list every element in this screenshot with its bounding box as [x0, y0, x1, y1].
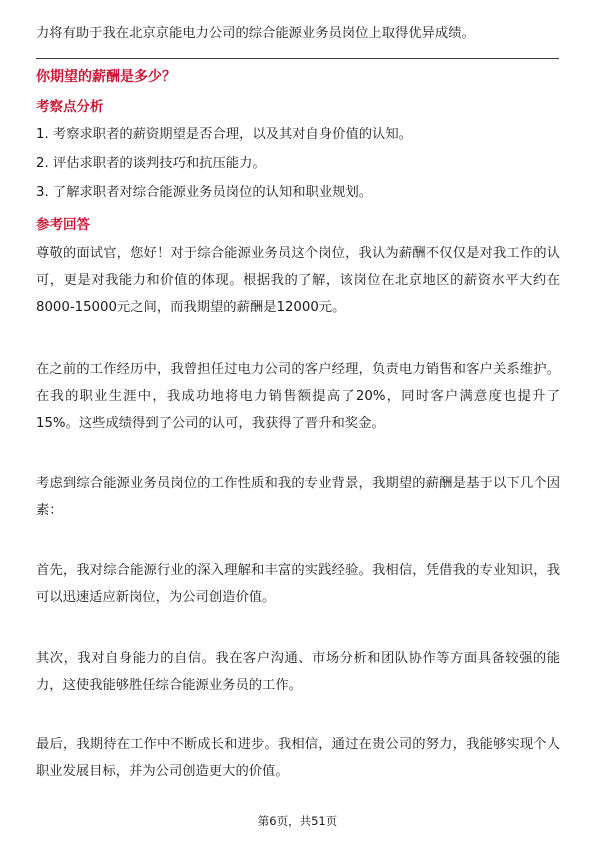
answer-paragraph: 其次，我对自身能力的自信。我在客户沟通、市场分析和团队协作等方面具备较强的能力，这使我能够胜任综合能源业务员的工作。 [36, 651, 560, 693]
analysis-heading: 考察点分析 [36, 99, 104, 115]
section-divider [36, 58, 559, 59]
answer-paragraph: 最后，我期待在工作中不断成长和进步。我相信，通过在贵公司的努力，我能够实现个人职业发展目标，并为公司创造更大的价值。 [36, 737, 560, 779]
answer-heading: 参考回答 [36, 217, 90, 233]
analysis-point: 3. 了解求职者对综合能源业务员岗位的认知和职业规划。 [36, 185, 373, 200]
answer-paragraph: 在之前的工作经历中，我曾担任过电力公司的客户经理，负责电力销售和客户关系维护。在我的职业生涯中，我成功地将电力销售额提高了20%，同时客户满意度也提升了15%。这些成绩得到了公司的认可，我获得了晋升和奖金。 [36, 362, 560, 431]
page-number: 第6页，共51页 [257, 814, 338, 828]
analysis-point: 1. 考察求职者的薪资期望是否合理，以及其对自身价值的认知。 [36, 127, 412, 142]
answer-paragraph: 尊敬的面试官，您好！对于综合能源业务员这个岗位，我认为薪酬不仅仅是对我工作的认可，更是对我能力和价值的体现。根据我的了解，该岗位在北京地区的薪资水平大约在8000-15000元之间，而我期望的薪酬是12000元。 [36, 246, 560, 315]
analysis-point: 2. 评估求职者的谈判技巧和抗压能力。 [36, 156, 266, 171]
answer-paragraph: 考虑到综合能源业务员岗位的工作性质和我的专业背景，我期望的薪酬是基于以下几个因素： [36, 476, 560, 518]
answer-paragraph: 首先，我对综合能源行业的深入理解和丰富的实践经验。我相信，凭借我的专业知识，我可以迅速适应新岗位，为公司创造价值。 [36, 563, 560, 605]
intro-text: 力将有助于我在北京京能电力公司的综合能源业务员岗位上取得优异成绩。 [36, 26, 475, 41]
question-heading: 你期望的薪酬是多少？ [36, 69, 176, 85]
